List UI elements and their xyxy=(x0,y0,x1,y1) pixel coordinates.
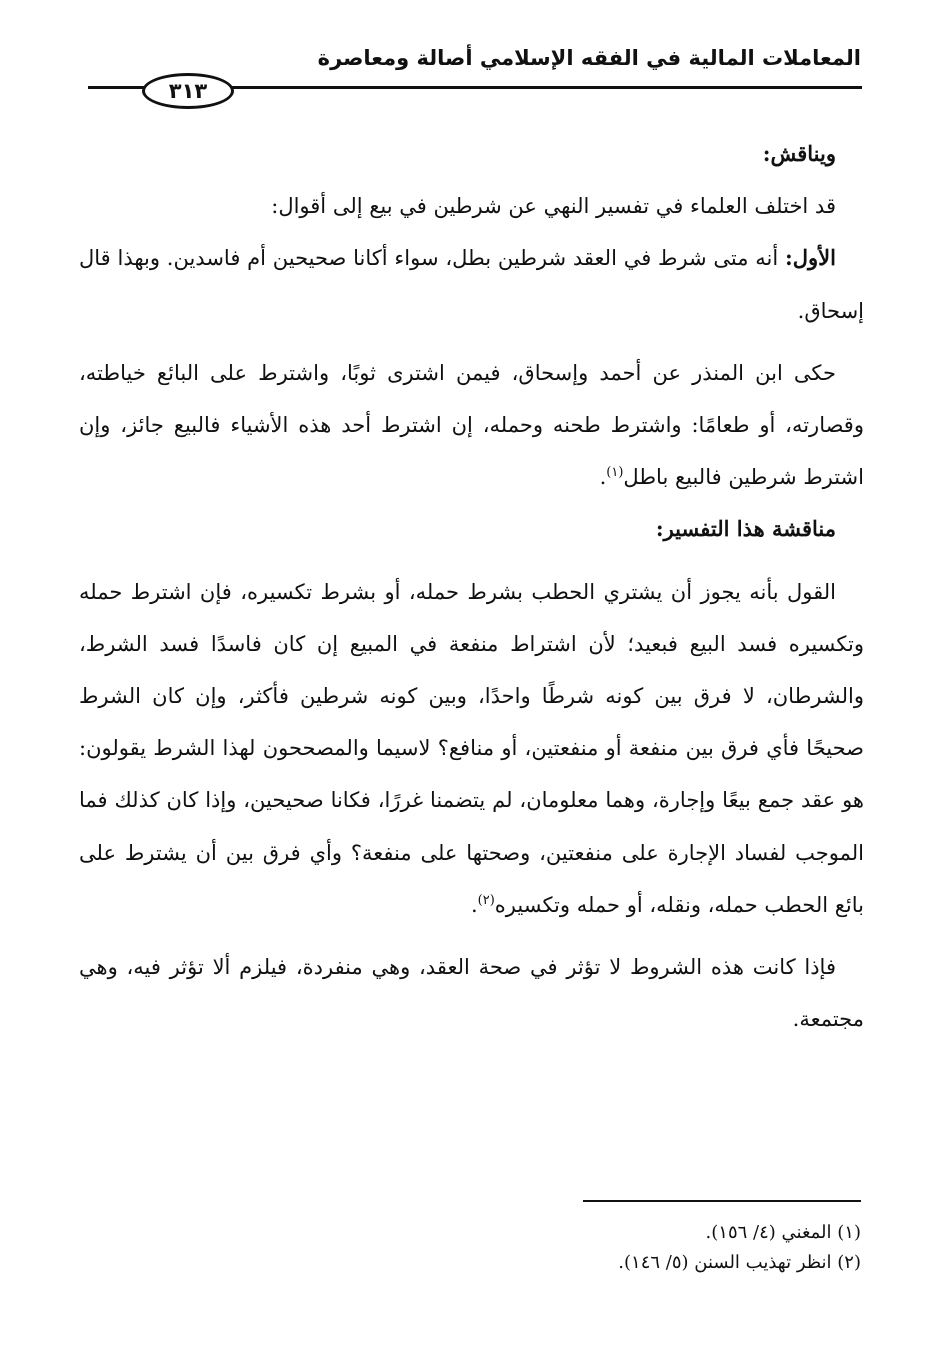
body-text xyxy=(79,128,864,1045)
paragraph-conclusion: فإذا كانت هذه الشروط لا تؤثر في صحة العقد، وهي منفردة، فيلزم ألا تؤثر فيه، وهي مجتمعة. xyxy=(79,955,864,1032)
first-opinion-label: الأول: xyxy=(785,245,836,271)
footnote-1-text: المغني (٤/ ١٥٦). xyxy=(705,1222,832,1243)
footnote-1-marker: (١) xyxy=(837,1222,861,1243)
ibn-mundhir-text: حكى ابن المنذر عن أحمد وإسحاق، فيمن اشترى ثوبًا، واشترط على البائع خياطته، وقصارته، أو طعامًا: واشترط طحنه وحمله، إن اشترط أحد هذه الأشياء فالبيع جائز، وإن اشترط شرطين فالبيع باطل xyxy=(79,360,864,490)
footnote-1 xyxy=(261,1218,861,1248)
page-number: ٣١٣ xyxy=(142,73,234,109)
critique-end: . xyxy=(470,892,478,917)
paragraph-ibn-mundhir xyxy=(79,347,864,504)
footnote-rule xyxy=(583,1200,861,1202)
critique-text: القول بأنه يجوز أن يشتري الحطب بشرط حمله، أو بشرط تكسيره، فإن اشترط حمله وتكسيره فسد البيع فبعيد؛ لأن اشتراط منفعة في المبيع إن كان فاسدًا فسد الشرط، والشرطان، لا فرق بين كونه شرطًا واحدًا، وبين كونه شرطين فأكثر، وإن كان الشرط صحيحًا فأي فرق بين منفعة أو منفعتين، أو منافع؟ لاسيما والمصححون لهذا الشرط يقولون: هو عقد جمع بيعًا وإجارة، وهما معلومان، لم يتضمنا غررًا، فكانا صحيحين، وإذا كان كذلك فما الموجب لفساد الإجارة على منفعتين، وصحتها على منفعة؟ وأي فرق بين أن يشترط على بائع الحطب حمله، ونقله، أو حمله وتكسيره xyxy=(79,579,864,917)
ibn-mundhir-end: . xyxy=(599,465,607,490)
footnote-ref-2: (٢) xyxy=(477,892,495,908)
paragraph-intro: قد اختلف العلماء في تفسير النهي عن شرطين في بيع إلى أقوال: xyxy=(271,194,836,219)
heading-critique xyxy=(79,503,864,555)
heading-discussion xyxy=(79,128,864,180)
footnote-2 xyxy=(261,1248,861,1278)
footnotes xyxy=(261,1218,861,1278)
footnote-2-text: انظر تهذيب السنن (٥/ ١٤٦). xyxy=(618,1252,832,1273)
running-header: المعاملات المالية في الفقه الإسلامي أصالة ومعاصرة xyxy=(317,46,861,70)
first-opinion-text: أنه متى شرط في العقد شرطين بطل، سواء أكانا صحيحين أم فاسدين. وبهذا قال إسحاق. xyxy=(79,246,864,323)
paragraph-first-opinion xyxy=(79,232,864,336)
footnote-ref-1: (١) xyxy=(606,465,624,481)
footnote-2-marker: (٢) xyxy=(837,1252,861,1273)
heading-discussion-text: ويناقش: xyxy=(762,141,836,166)
heading-critique-text: مناقشة هذا التفسير: xyxy=(655,516,836,542)
paragraph-critique xyxy=(79,566,864,931)
